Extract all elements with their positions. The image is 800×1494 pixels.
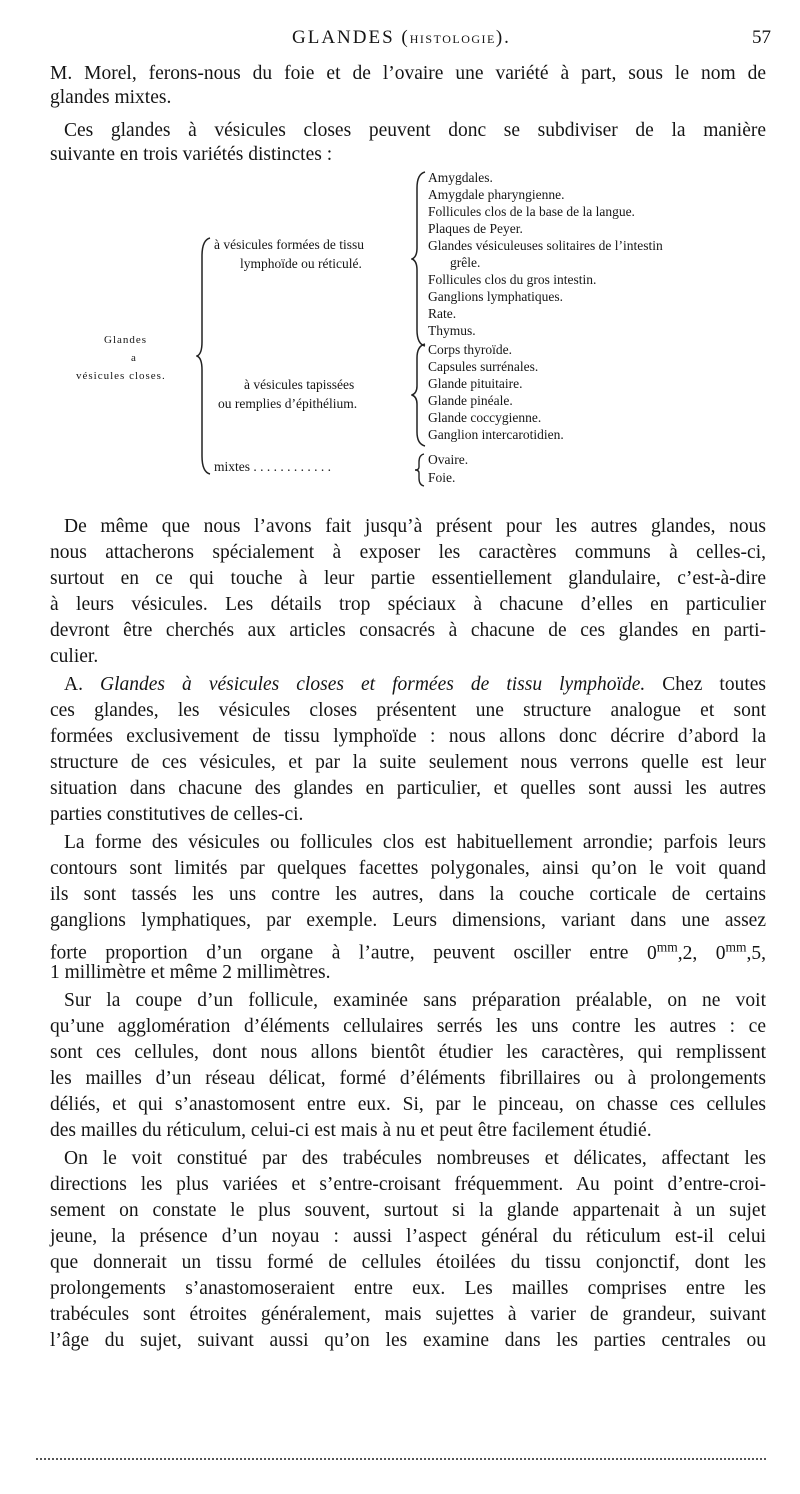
header-title-small: HISTOLOGIE	[409, 32, 496, 46]
p3-line: ganglions lymphatiques, par exemple. Leurs dimensions, variant dans une assez	[50, 910, 766, 931]
p5-line: On le voit constitué par des trabécules nombreuses et délicates, affectant les	[64, 1148, 766, 1169]
p5-line: directions les plus variées et s’entre-croisant fréquemment. Au point d’entre-croi-	[50, 1174, 766, 1195]
group1-item: Thymus.	[428, 323, 476, 338]
p3-line: La forme des vésicules ou follicules clos est habituellement arrondie; parfois leurs	[64, 832, 766, 853]
group3-brace	[414, 452, 426, 488]
p1-line: nous attacherons spécialement à exposer les caractères communs à celles-ci,	[50, 542, 766, 563]
group1-label-line: à vésicules formées de tissu	[214, 237, 364, 252]
p2-line: parties constitutives de celles-ci.	[50, 804, 304, 825]
group2-item: Capsules surrénales.	[428, 359, 539, 374]
group2-label-line: à vésicules tapissées	[244, 377, 355, 392]
footer-rule	[36, 1458, 766, 1464]
p5-line: sement on constate le plus souvent, surtout si la glande appartenait à un sujet	[50, 1200, 766, 1221]
p1-line: devront être cherchés aux articles consacrés à chacune de ces glandes en parti-	[50, 620, 766, 641]
root-label-line: a	[131, 352, 137, 364]
group2-item: Ganglion intercarotidien.	[428, 427, 564, 442]
group1-item: Amygdale pharyngienne.	[428, 187, 565, 202]
group1-item: Glandes vésiculeuses solitaires de l’intestin	[428, 238, 663, 253]
p2-line: structure de ces vésicules, et par la suite seulement nous verrons quelle est leur	[50, 752, 766, 773]
root-label-line: Glandes	[104, 334, 148, 346]
section-a-title: Glandes à vésicules closes et formées de tissu lymphoïde.	[100, 674, 646, 695]
group1-item: Rate.	[428, 306, 457, 321]
root-brace	[196, 236, 212, 476]
p1-line: surtout en ce qui touche à leur partie essentiellement glandulaire, c’est-à-dire	[50, 568, 766, 589]
group2-item: Glande pinéale.	[428, 393, 513, 408]
p3-line-text: forte proportion d’un organe à l’autre, peuvent osciller entre	[50, 942, 629, 964]
p2-line: formées exclusivement de tissu lymphoïde : nous allons donc décrire d’abord la	[50, 726, 766, 747]
intro-line: suivante en trois variétés distinctes :	[50, 144, 333, 165]
intro-line: Ces glandes à vésicules closes peuvent donc se subdiviser de la manière	[64, 120, 766, 141]
intro-line: M. Morel, ferons-nous du foie et de l’ovaire une variété à part, sous le nom de	[50, 63, 766, 84]
group1-item: Ganglions lymphatiques.	[428, 289, 563, 304]
group2-item: Glande coccygienne.	[428, 410, 542, 425]
group1-item: grêle.	[450, 255, 481, 270]
p5-line: prolongements s’anastomoseraient entre eux. Les mailles comprises entre les	[50, 1278, 766, 1299]
p5-line: trabécules sont étroites généralement, mais sujettes à varier de grandeur, suivant	[50, 1304, 766, 1325]
group2-item: Glande pituitaire.	[428, 376, 523, 391]
section-letter: A.	[64, 674, 83, 695]
p3-line: 1 millimètre et même 2 millimètres.	[50, 962, 331, 983]
p5-line: que donnerait un tissu formé de cellules étoilées du tissu conjonctif, dont les	[50, 1252, 766, 1273]
p3-line: contours sont limités par quelques facettes polygonales, ainsi qu’on le voit quand	[50, 858, 766, 879]
p5-line: jeune, la présence d’un noyau : aussi l’aspect général du réticulum est-il celui	[50, 1226, 766, 1247]
p2-line: situation dans chacune des glandes en particulier, et quelles sont aussi les autres	[50, 778, 766, 799]
group1-label-line: lymphoïde ou réticulé.	[240, 256, 362, 271]
p1-line: De même que nous l’avons fait jusqu’à présent pour les autres glandes, nous	[64, 516, 766, 537]
p4-line: Sur la coupe d’un follicule, examinée sans préparation préalable, on ne voit	[64, 990, 766, 1011]
p2-line: ces glandes, les vésicules closes présentent une structure analogue et sont	[50, 700, 766, 721]
root-label-line: vésicules closes.	[76, 370, 166, 382]
section-a-heading-line	[64, 673, 766, 697]
measure-value: $0^{mm},2$, $0^{mm},5$,	[646, 939, 767, 964]
p5-line: l’âge du sujet, suivant aussi qu’on les examine dans les parties centrales ou	[50, 1330, 766, 1351]
p4-line: les mailles d’un réseau délicat, formé d’éléments fibrillaires ou à prolongements	[50, 1068, 766, 1089]
running-header	[292, 27, 511, 49]
group1-item: Amygdales.	[428, 170, 493, 185]
group3-item: Ovaire.	[428, 452, 469, 467]
group2-brace	[411, 342, 427, 448]
group3-item: Foie.	[428, 470, 456, 485]
p1-line: à leurs vésicules. Les détails trop spéciaux à chacune d’elles en particulier	[50, 594, 766, 615]
p4-line: déliés, et qui s’anastomosent entre eux. Si, par le pinceau, on chasse ces cellules	[50, 1094, 766, 1115]
p1-line: culier.	[50, 646, 99, 667]
group3-label: mixtes . . . . . . . . . . . .	[214, 459, 331, 474]
group1-brace	[411, 170, 427, 348]
p3-line: ils sont tassés les uns contre les autres, dans la couche corticale de certains	[50, 884, 766, 905]
group1-item: Follicules clos de la base de la langue.	[428, 204, 635, 219]
page-number: 57	[752, 27, 771, 48]
header-title-end: ).	[495, 27, 511, 48]
group1-item: Plaques de Peyer.	[428, 221, 523, 236]
p4-line: qu’une agglomération d’éléments cellulaires serrés les uns contre les autres : ce	[50, 1016, 766, 1037]
p4-line: des mailles du réticulum, celui-ci est mais à nu et peut être facilement étudié.	[50, 1120, 652, 1141]
p4-line: sont ces cellules, dont nous allons bientôt étudier les caractères, qui remplissent	[50, 1042, 766, 1063]
group2-label-line: ou remplies d’épithélium.	[218, 396, 358, 411]
group2-item: Corps thyroïde.	[428, 342, 512, 357]
intro-line: glandes mixtes.	[50, 87, 172, 108]
header-title-main: GLANDES (	[292, 27, 410, 48]
section-a-first-rest: Chez toutes	[662, 674, 766, 695]
group1-item: Follicules clos du gros intestin.	[428, 272, 597, 287]
